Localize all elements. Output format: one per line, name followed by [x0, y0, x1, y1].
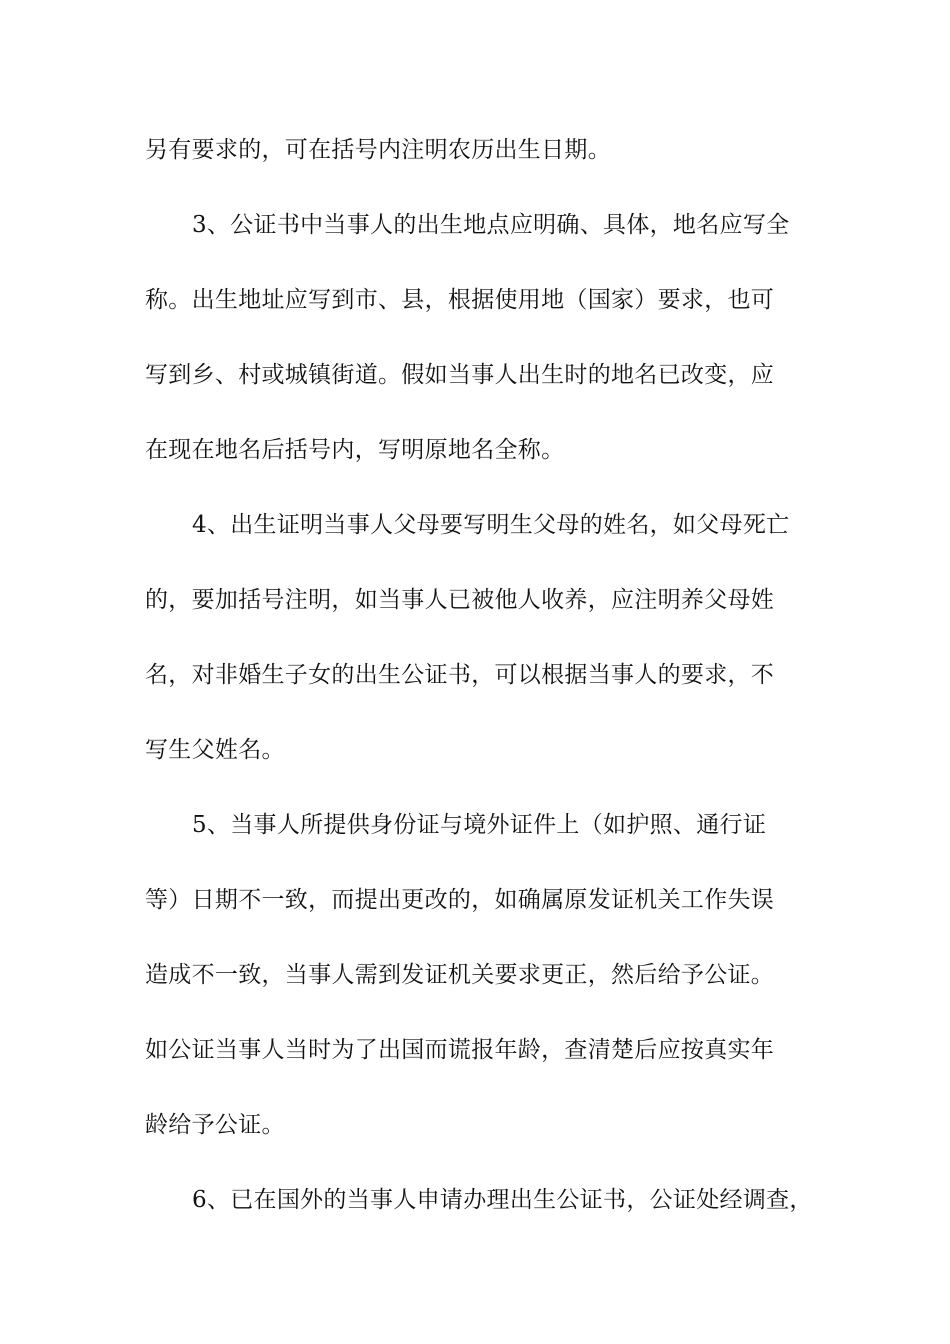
- text-line: 5、当事人所提供身份证与境外证件上（如护照、通行证: [192, 812, 767, 838]
- text-line: 造成不一致，当事人需到发证机关要求更正，然后给予公证。: [145, 962, 775, 988]
- text-line: 的，要加括号注明，如当事人已被他人收养，应注明养父母姓: [145, 587, 775, 613]
- text-line: 在现在地名后括号内，写明原地名全称。: [145, 437, 565, 463]
- text-line: 称。出生地址应写到市、县，根据使用地（国家）要求，也可: [145, 287, 775, 313]
- text-line: 写生父姓名。: [145, 737, 285, 763]
- text-line: 龄给予公证。: [145, 1112, 285, 1138]
- text-line: 4、出生证明当事人父母要写明生父母的姓名，如父母死亡: [192, 512, 790, 538]
- text-line: 3、公证书中当事人的出生地点应明确、具体，地名应写全: [192, 212, 790, 238]
- text-line: 名，对非婚生子女的出生公证书，可以根据当事人的要求，不: [145, 662, 775, 688]
- text-line: 等）日期不一致，而提出更改的，如确属原发证机关工作失误: [145, 887, 775, 913]
- text-line: 6、已在国外的当事人申请办理出生公证书，公证处经调查，: [192, 1187, 813, 1213]
- text-line: 另有要求的，可在括号内注明农历出生日期。: [145, 137, 611, 163]
- text-line: 如公证当事人当时为了出国而谎报年龄，查清楚后应按真实年: [145, 1037, 775, 1063]
- text-line: 写到乡、村或城镇街道。假如当事人出生时的地名已改变，应: [145, 362, 775, 388]
